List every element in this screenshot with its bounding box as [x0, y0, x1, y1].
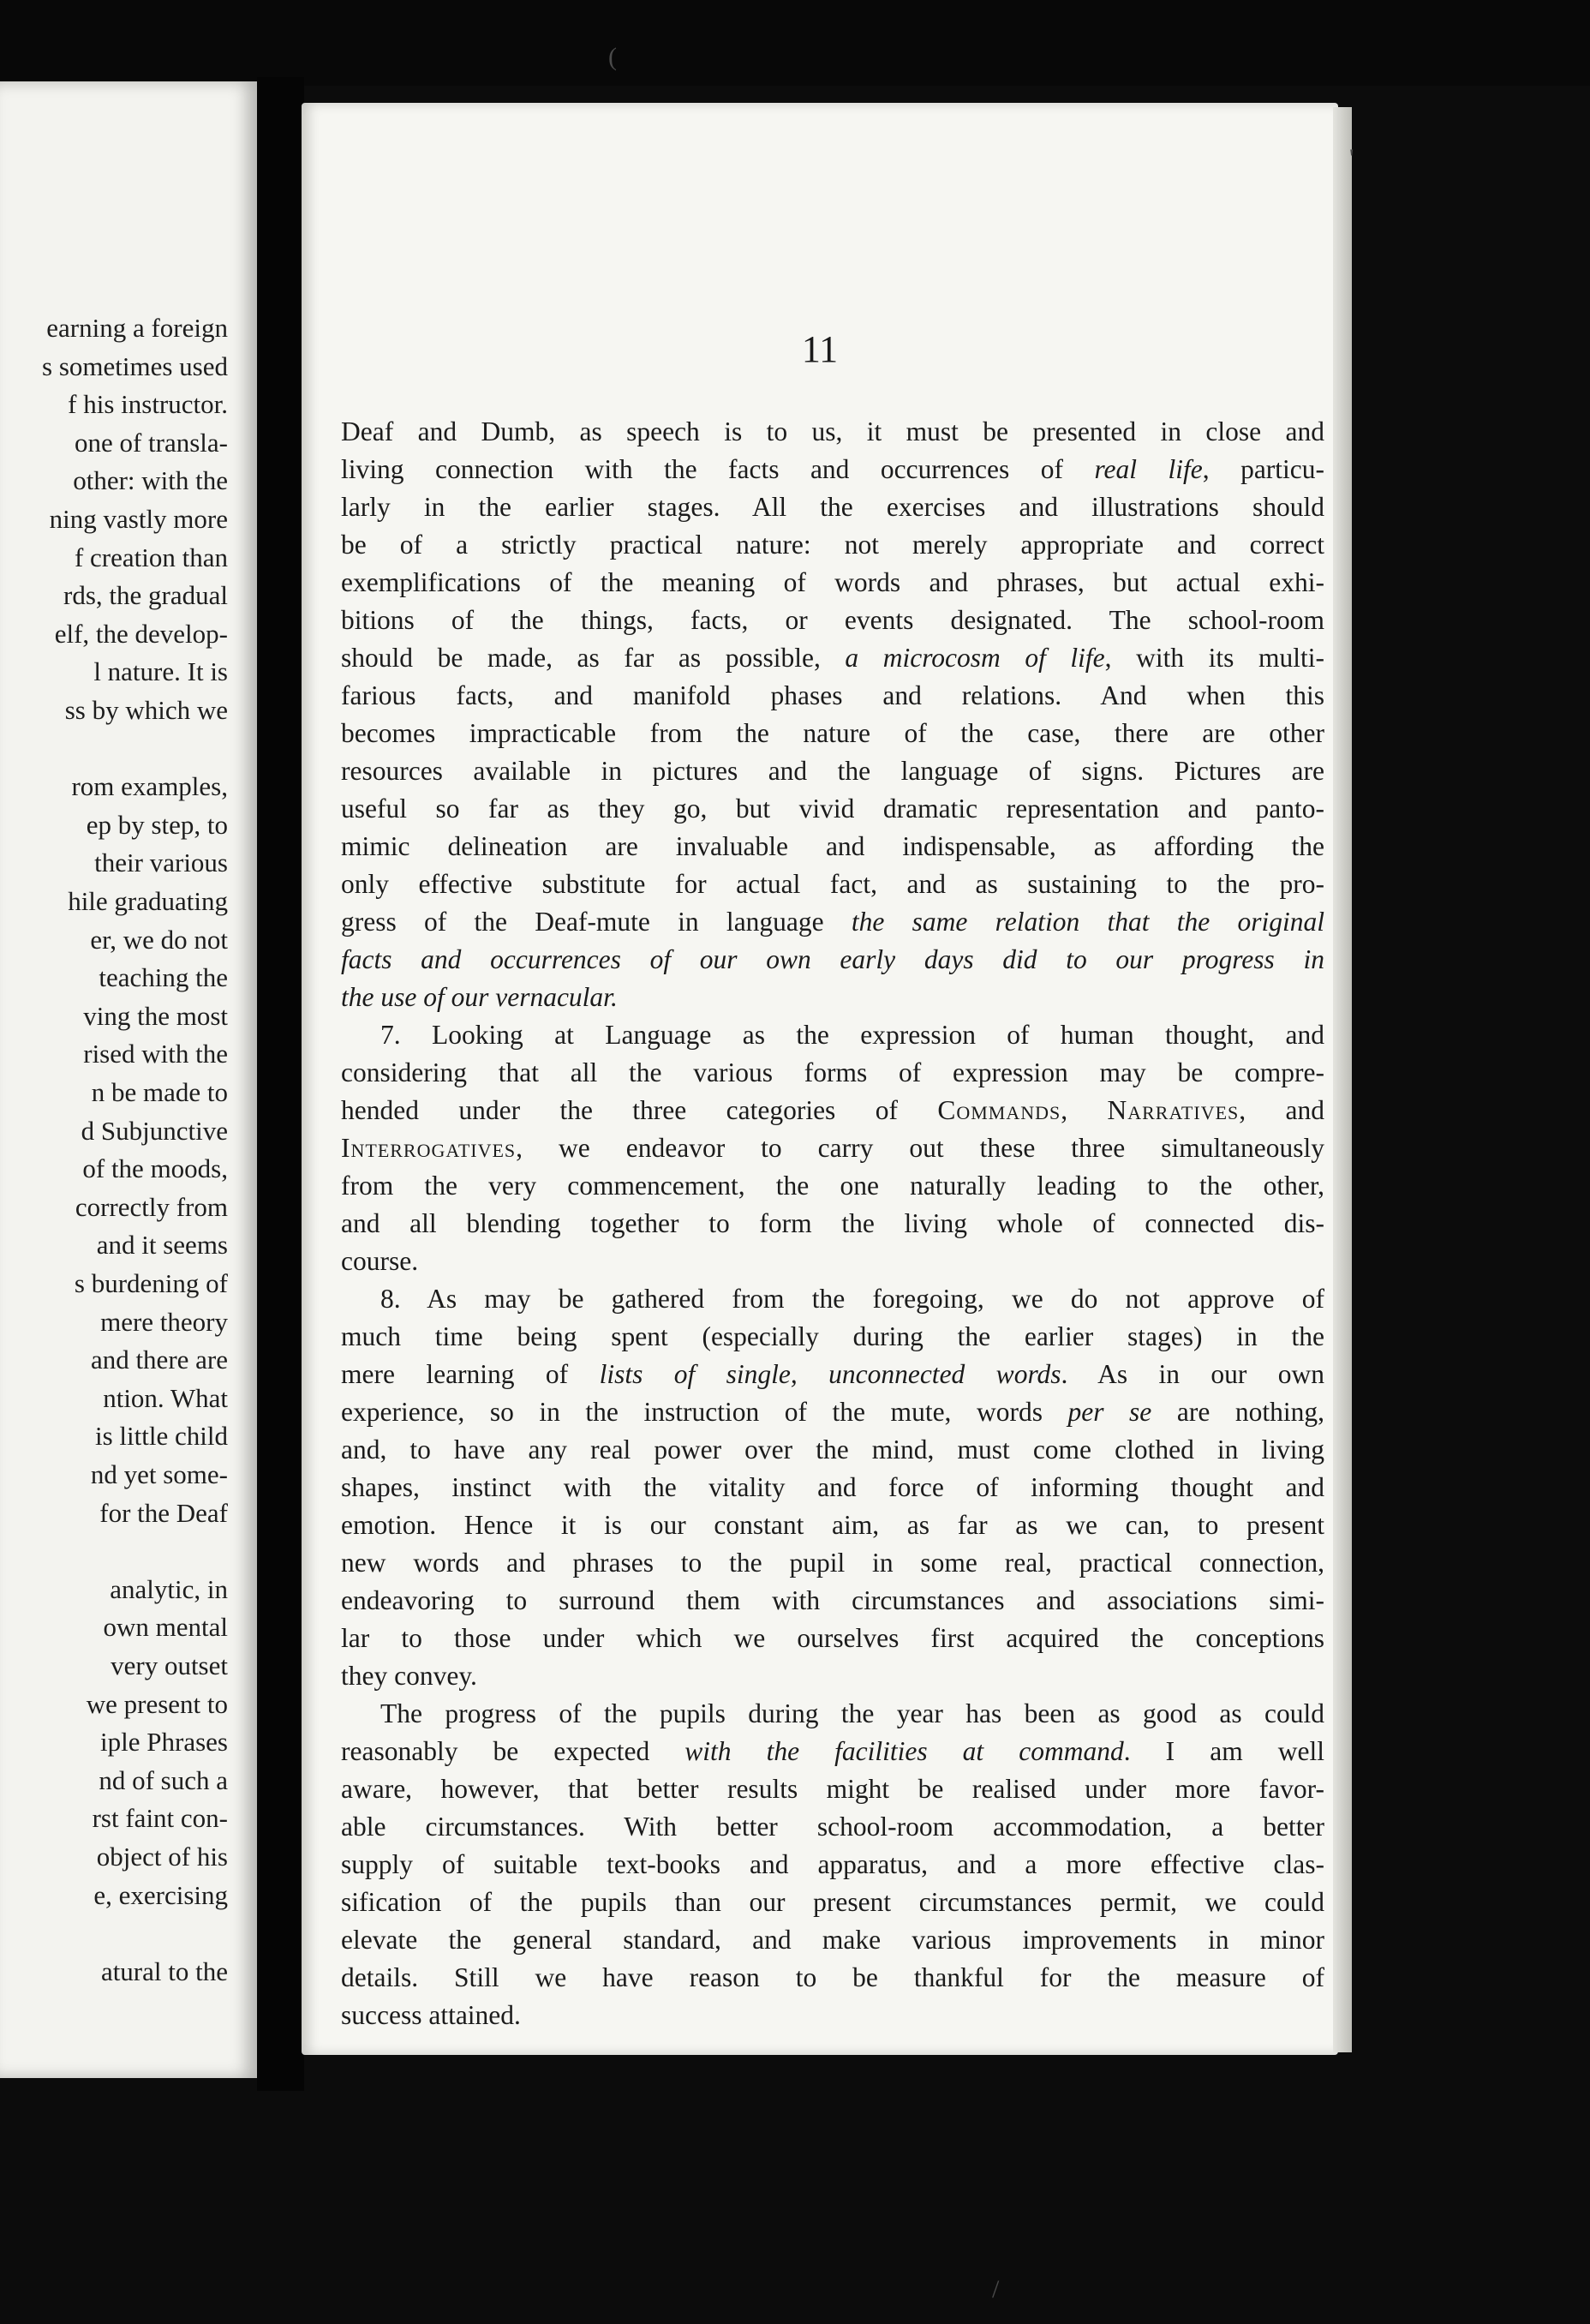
right-page [302, 103, 1338, 2055]
left-page-line: l nature. It is [93, 656, 228, 687]
text-run: mere learning of [341, 1359, 600, 1389]
text-run: elevate the general standard, and make various improvements in minor [341, 1925, 1324, 1955]
small-caps-text: Narratives [1107, 1095, 1240, 1125]
text-run: new words and phrases to the pupil in some real, practical connection, [341, 1548, 1324, 1578]
text-run: be of a strictly practical nature: not merely appropriate and correct [341, 530, 1324, 560]
text-line [341, 1129, 1324, 1167]
text-line [341, 790, 1324, 828]
text-line [341, 526, 1324, 564]
left-page-line: own mental [103, 1612, 228, 1643]
text-run: aware, however, that better results might be realised under more favor- [341, 1774, 1324, 1804]
text-line [341, 488, 1324, 526]
text-run: endeavoring to surround them with circumstances and associations simi- [341, 1585, 1324, 1615]
left-page-line: other: with the [73, 465, 228, 496]
text-line [341, 1959, 1324, 1997]
left-page-line: one of transla- [74, 427, 228, 458]
text-line [341, 903, 1324, 941]
text-line [341, 1620, 1324, 1657]
text-run: details. Still we have reason to be thankful for the measure of [341, 1962, 1324, 1992]
text-line [341, 1393, 1324, 1431]
left-page-line: and there are [90, 1345, 228, 1375]
left-page-line: ving the most [83, 1000, 228, 1031]
text-line [341, 1884, 1324, 1921]
text-line [341, 1092, 1324, 1129]
italic-text: a microcosm of life [845, 643, 1105, 673]
body-text [341, 413, 1324, 2034]
left-page-line: is little child [95, 1421, 228, 1452]
left-page-line: n be made to [91, 1077, 228, 1107]
text-line [341, 564, 1324, 602]
text-run: exemplifications of the meaning of words and phrases, but actual exhi- [341, 567, 1324, 597]
italic-text: facts and occurrences of our own early days did to our progress in [341, 944, 1324, 974]
left-page-line: analytic, in [110, 1573, 228, 1604]
left-page-line: nd yet some- [90, 1459, 228, 1489]
text-run: bitions of the things, facts, or events designated. The school-room [341, 605, 1324, 635]
text-run: able circumstances. With better school-room accommodation, a better [341, 1812, 1324, 1842]
text-run: considering that all the various forms of expression may be compre- [341, 1057, 1324, 1087]
left-page-line: f his instructor. [68, 389, 228, 420]
text-line [341, 1280, 1324, 1318]
text-run: gress of the Deaf-mute in language [341, 907, 852, 937]
text-run: success attained. [341, 2000, 521, 2030]
left-page-line: teaching the [99, 962, 228, 993]
left-page-line: we present to [86, 1688, 228, 1719]
text-run: are nothing, [1151, 1397, 1324, 1427]
text-run: 8. As may be gathered from the foregoing, we do not approve of [380, 1284, 1324, 1314]
left-page-line: their various [94, 848, 228, 878]
left-page-line: e, exercising [93, 1879, 228, 1910]
text-line [341, 1167, 1324, 1205]
film-speck: ' [1349, 144, 1354, 172]
text-run: only effective substitute for actual fact, and as sustaining to the pro- [341, 869, 1324, 899]
text-run: and, to have any real power over the mind, must come clothed in living [341, 1435, 1324, 1464]
text-line [341, 715, 1324, 752]
text-line [341, 677, 1324, 715]
text-run: 7. Looking at Language as the expression of human thought, and [380, 1020, 1324, 1050]
text-run: , with its multi- [1104, 643, 1324, 673]
text-run: lar to those under which we ourselves first acquired the conceptions [341, 1623, 1324, 1653]
text-line [341, 1997, 1324, 2034]
left-page-line: s burdening of [74, 1268, 228, 1298]
text-line [341, 1318, 1324, 1356]
text-run: emotion. Hence it is our constant aim, as far as we can, to present [341, 1510, 1324, 1540]
book-gutter [257, 77, 304, 2091]
text-run: much time being spent (especially during the earlier stages) in the [341, 1321, 1324, 1351]
paragraph-3 [341, 1280, 1324, 1695]
text-run: larly in the earlier stages. All the exercises and illustrations should [341, 492, 1324, 522]
text-line [341, 602, 1324, 639]
text-run: and all blending together to form the living whole of connected dis- [341, 1208, 1324, 1238]
paragraph-1 [341, 413, 1324, 1016]
left-page-line: rised with the [83, 1039, 228, 1069]
text-run: experience, so in the instruction of the mute, words [341, 1397, 1068, 1427]
text-line [341, 866, 1324, 903]
left-page-line: object of his [96, 1842, 228, 1872]
text-line [341, 1921, 1324, 1959]
text-line [341, 1016, 1324, 1054]
text-run: , particu- [1202, 454, 1324, 484]
text-line [341, 979, 1324, 1016]
italic-text: per se [1067, 1397, 1152, 1427]
text-line [341, 451, 1324, 488]
left-page-line: nd of such a [99, 1764, 228, 1795]
text-run: reasonably be expected [341, 1736, 685, 1766]
left-page-line: very outset [111, 1650, 228, 1680]
text-line [341, 1695, 1324, 1733]
small-caps-text: Interrogatives [341, 1133, 517, 1163]
text-run: , we endeavor to carry out these three simultaneously [516, 1133, 1324, 1163]
text-line [341, 1356, 1324, 1393]
text-run: should be made, as far as possible, [341, 643, 846, 673]
text-line [341, 413, 1324, 451]
left-page-line: rst faint con- [92, 1803, 228, 1834]
film-speck: ( [608, 43, 617, 71]
left-page-line: rom examples, [71, 771, 228, 802]
italic-text: with the facilities at command [684, 1736, 1124, 1766]
text-run: Deaf and Dumb, as speech is to us, it must be presented in close and [341, 416, 1324, 446]
italic-text: the use of our vernacular. [341, 982, 618, 1012]
left-page-line: er, we do not [90, 924, 228, 955]
left-page-line: s sometimes used [42, 350, 228, 381]
left-page-line: hile graduating [68, 886, 228, 916]
text-line [341, 1582, 1324, 1620]
paragraph-2 [341, 1016, 1324, 1280]
left-page-line: ep by step, to [86, 809, 228, 840]
left-page-line: f creation than [74, 542, 228, 572]
left-page-line: and it seems [96, 1230, 228, 1261]
text-line [341, 941, 1324, 979]
text-run: shapes, instinct with the vitality and force of informing thought and [341, 1472, 1324, 1502]
text-run: becomes impracticable from the nature of the case, there are other [341, 718, 1324, 748]
left-page-line: ntion. What [103, 1382, 228, 1413]
film-edge [0, 0, 1590, 86]
text-run: they convey. [341, 1661, 477, 1691]
text-run: living connection with the facts and occurrences of [341, 454, 1095, 484]
text-line [341, 828, 1324, 866]
page-number: 11 [801, 328, 839, 370]
text-line [341, 639, 1324, 677]
text-line [341, 1431, 1324, 1469]
text-line [341, 1733, 1324, 1770]
left-page-line: ning vastly more [49, 504, 228, 534]
text-line [341, 1657, 1324, 1695]
paragraph-4 [341, 1695, 1324, 2034]
italic-text: the same relation that the original [851, 907, 1324, 937]
text-run: useful so far as they go, but vivid dramatic representation and panto- [341, 794, 1324, 824]
text-run: from the very commencement, the one naturally leading to the other, [341, 1171, 1324, 1201]
left-page-line: mere theory [100, 1306, 228, 1337]
text-run: supply of suitable text-books and apparatus, and a more effective clas- [341, 1849, 1324, 1879]
italic-text: lists of single, unconnected words [599, 1359, 1061, 1389]
text-run: . As in our own [1061, 1359, 1324, 1389]
text-run: mimic delineation are invaluable and indispensable, as affording the [341, 831, 1324, 861]
left-page-line: d Subjunctive [81, 1115, 228, 1146]
text-line [341, 1544, 1324, 1582]
text-line [341, 1054, 1324, 1092]
italic-text: real life [1094, 454, 1203, 484]
text-line [341, 1243, 1324, 1280]
text-line [341, 1205, 1324, 1243]
text-run: , [1061, 1095, 1108, 1125]
small-caps-text: Commands [937, 1095, 1061, 1125]
left-page-line: ss by which we [64, 695, 228, 725]
text-run: sification of the pupils than our present circumstances permit, we could [341, 1887, 1324, 1917]
film-speck: / [992, 2275, 1000, 2303]
text-run: The progress of the pupils during the year has been as good as could [380, 1698, 1324, 1728]
text-line [341, 1469, 1324, 1506]
text-line [341, 1506, 1324, 1544]
text-run: . I am well [1123, 1736, 1324, 1766]
left-page-line: earning a foreign [46, 313, 228, 343]
text-run: , and [1239, 1095, 1324, 1125]
left-page-line: iple Phrases [100, 1727, 228, 1758]
text-run: course. [341, 1246, 419, 1276]
text-run: resources available in pictures and the language of signs. Pictures are [341, 756, 1324, 786]
left-page-line: elf, the develop- [54, 618, 228, 649]
left-page-line: atural to the [100, 1956, 228, 1986]
left-page-fragment [0, 81, 257, 2078]
text-line [341, 752, 1324, 790]
text-run: hended under the three categories of [341, 1095, 938, 1125]
text-run: farious facts, and manifold phases and relations. And when this [341, 680, 1324, 710]
left-page-line: for the Deaf [99, 1497, 228, 1528]
text-line [341, 1770, 1324, 1808]
text-line [341, 1808, 1324, 1846]
left-page-line: of the moods, [82, 1153, 228, 1184]
left-page-line: correctly from [75, 1191, 228, 1222]
text-line [341, 1846, 1324, 1884]
page-edge [1333, 107, 1352, 2052]
left-page-line: rds, the gradual [63, 580, 228, 611]
